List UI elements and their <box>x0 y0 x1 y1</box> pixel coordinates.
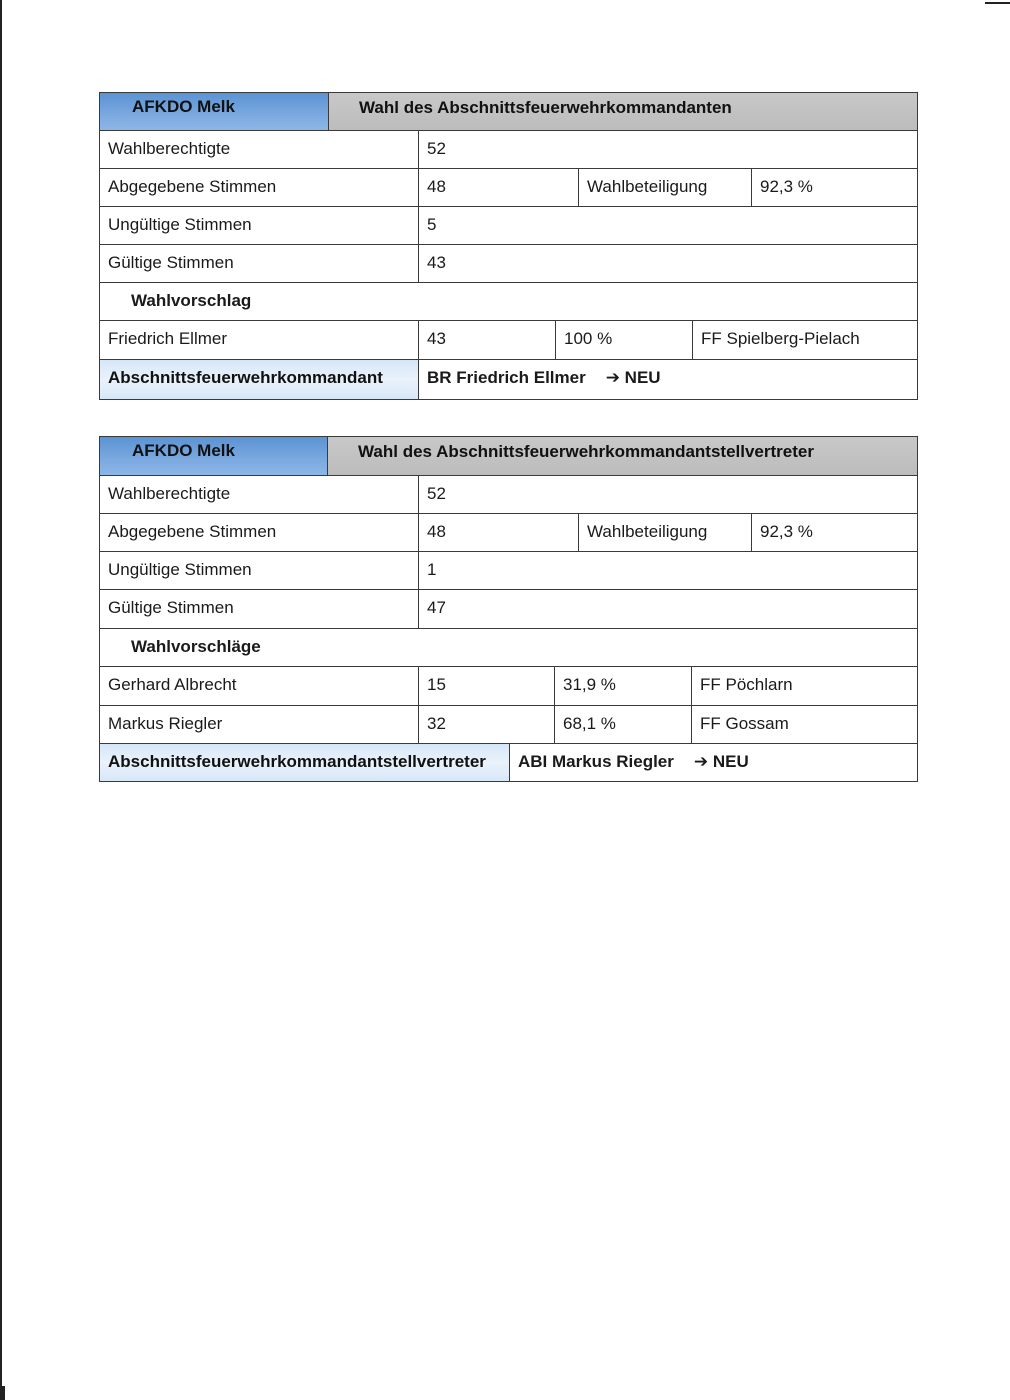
candidate-unit: FF Pöchlarn <box>691 666 918 706</box>
cast-label: Abgegebene Stimmen <box>99 513 419 552</box>
invalid-value: 1 <box>418 551 918 590</box>
eligible-label: Wahlberechtigte <box>99 130 419 169</box>
result-label: Abschnittsfeuerwehrkommandant <box>99 359 419 400</box>
result-value: BR Friedrich Ellmer <box>427 368 586 387</box>
org-header: AFKDO Melk <box>99 436 328 476</box>
page-edge <box>0 0 2 1400</box>
scan-mark <box>985 2 1010 4</box>
result-cell <box>509 743 918 782</box>
result-status: ➔ NEU <box>605 368 661 387</box>
valid-value: 43 <box>418 244 918 283</box>
scan-mark <box>2 1386 5 1400</box>
turnout-label: Wahlbeteiligung <box>578 168 752 207</box>
proposal-heading: Wahlvorschlag <box>99 282 918 321</box>
eligible-label: Wahlberechtigte <box>99 475 419 514</box>
invalid-label: Ungültige Stimmen <box>99 551 419 590</box>
valid-value: 47 <box>418 589 918 629</box>
election-title: Wahl des Abschnittsfeuerwehrkommandanten <box>328 92 918 131</box>
candidate-percent: 68,1 % <box>554 705 692 744</box>
invalid-label: Ungültige Stimmen <box>99 206 419 245</box>
result-label: Abschnittsfeuerwehrkommandantstellvertreter <box>99 743 510 782</box>
election-table-commander <box>99 92 918 400</box>
org-header: AFKDO Melk <box>99 92 329 131</box>
valid-label: Gültige Stimmen <box>99 589 419 629</box>
turnout-label: Wahlbeteiligung <box>578 513 752 552</box>
eligible-value: 52 <box>418 130 918 169</box>
candidate-unit: FF Gossam <box>691 705 918 744</box>
candidate-name: Gerhard Albrecht <box>99 666 419 706</box>
candidate-votes: 32 <box>418 705 555 744</box>
result-value: ABI Markus Riegler <box>518 752 674 771</box>
result-cell <box>418 359 918 400</box>
turnout-value: 92,3 % <box>751 168 918 207</box>
valid-label: Gültige Stimmen <box>99 244 419 283</box>
cast-label: Abgegebene Stimmen <box>99 168 419 207</box>
proposal-heading: Wahlvorschläge <box>99 628 918 667</box>
candidate-name: Friedrich Ellmer <box>99 320 419 360</box>
candidate-votes: 15 <box>418 666 555 706</box>
turnout-value: 92,3 % <box>751 513 918 552</box>
election-title: Wahl des Abschnittsfeuerwehrkommandantstellvertreter <box>327 436 918 476</box>
candidate-percent: 31,9 % <box>554 666 692 706</box>
election-table-deputy <box>99 436 918 782</box>
candidate-votes: 43 <box>418 320 556 360</box>
candidate-name: Markus Riegler <box>99 705 419 744</box>
candidate-unit: FF Spielberg-Pielach <box>692 320 918 360</box>
cast-value: 48 <box>418 513 579 552</box>
cast-value: 48 <box>418 168 579 207</box>
result-status: ➔ NEU <box>693 752 749 771</box>
eligible-value: 52 <box>418 475 918 514</box>
invalid-value: 5 <box>418 206 918 245</box>
candidate-percent: 100 % <box>555 320 693 360</box>
